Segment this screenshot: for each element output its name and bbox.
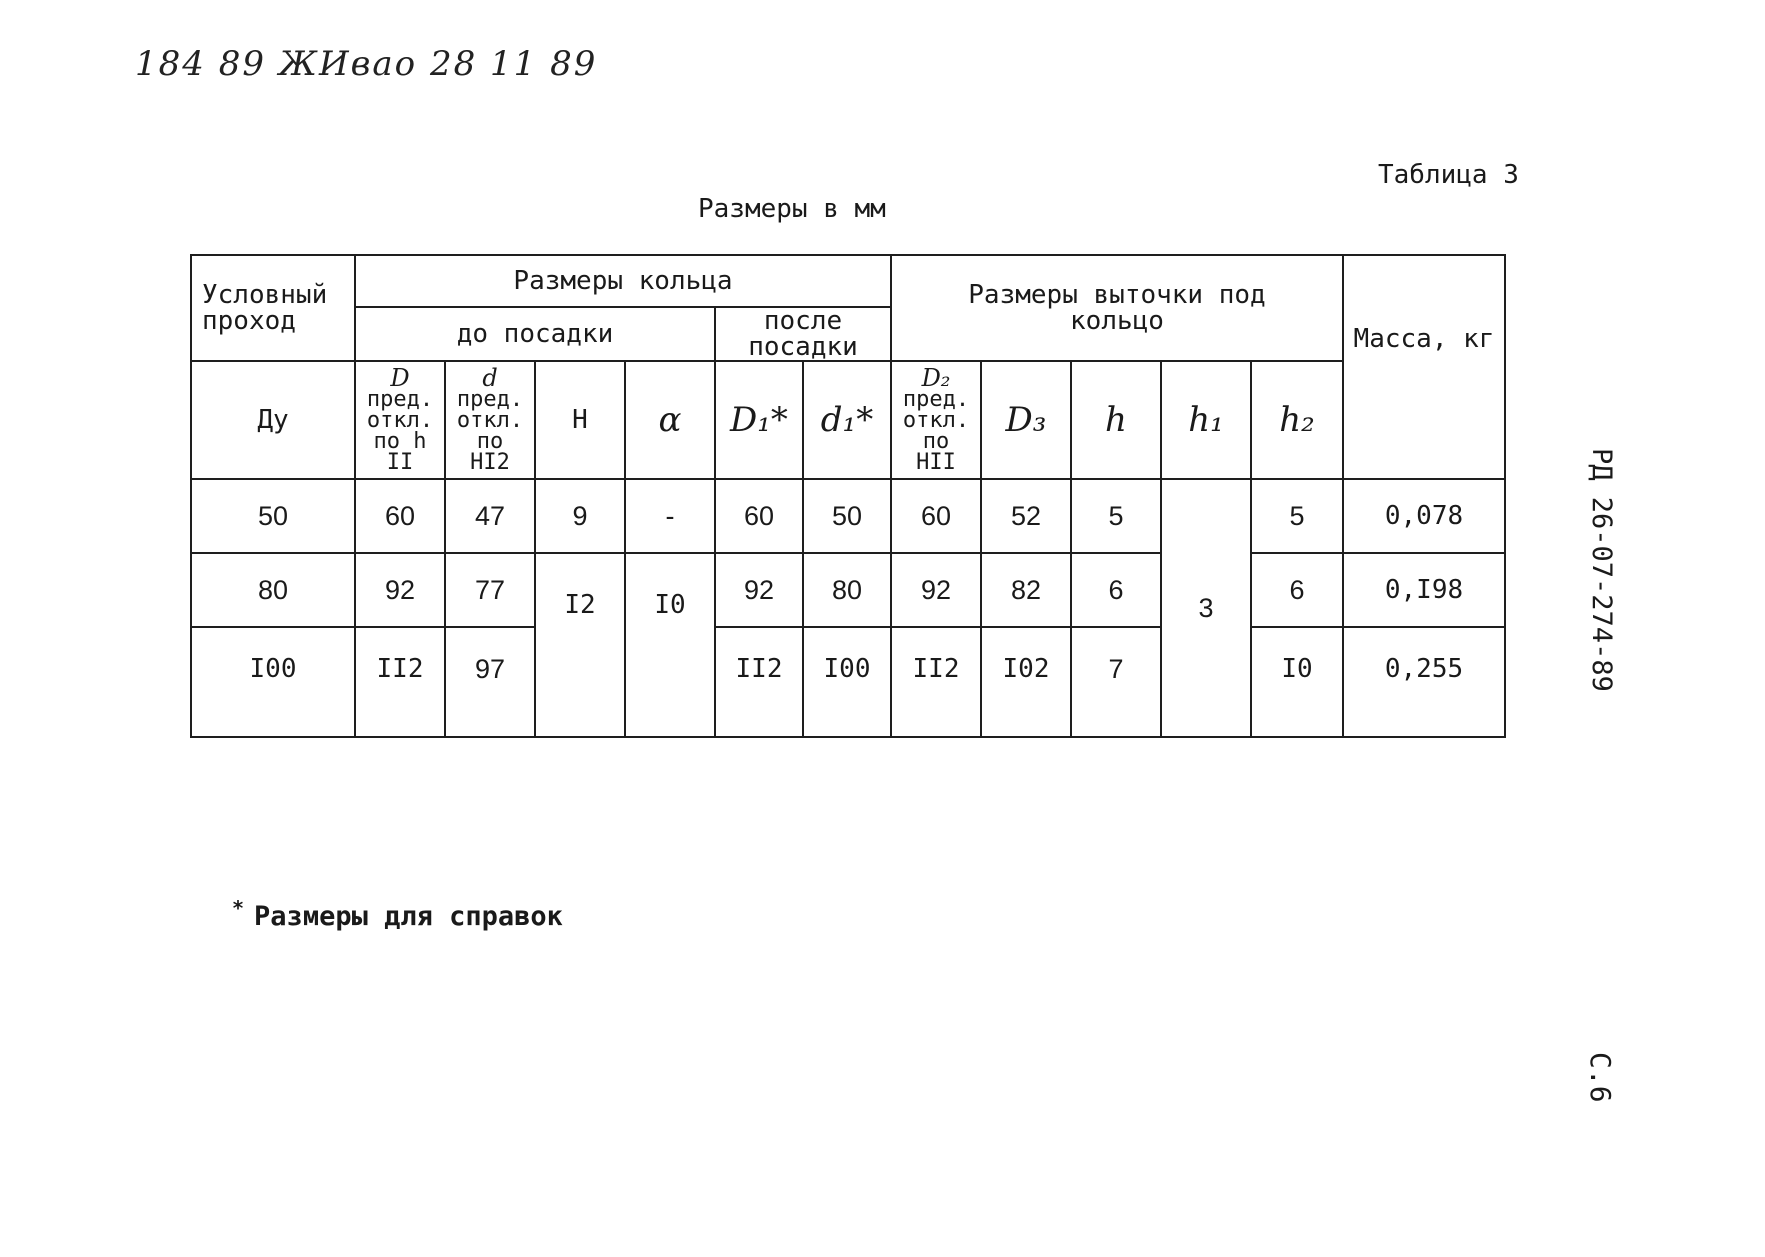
cell-h: 5 xyxy=(1071,479,1161,553)
cell-D2: II2 xyxy=(891,627,981,737)
header-nominal-bore: Условный проход xyxy=(191,255,355,361)
header-groove-size: Размеры выточки под кольцо xyxy=(891,255,1343,361)
cell-mass: 0,I98 xyxy=(1343,553,1505,627)
subheader-D2: D₂ пред. откл. по HII xyxy=(891,361,981,479)
cell-D3: 82 xyxy=(981,553,1071,627)
footnote-asterisk: * xyxy=(232,896,245,920)
document-code: РД 26-07-274-89 xyxy=(1586,448,1617,692)
table-number: Таблица 3 xyxy=(1378,160,1519,190)
cell-H: 9 xyxy=(535,479,625,553)
cell-D1: 60 xyxy=(715,479,803,553)
cell-d: 47 xyxy=(445,479,535,553)
cell-alpha: - xyxy=(625,479,715,553)
cell-h: 6 xyxy=(1071,553,1161,627)
subheader-D: D пред. откл. по h II xyxy=(355,361,445,479)
cell-D2: 60 xyxy=(891,479,981,553)
cell-du: 50 xyxy=(191,479,355,553)
cell-H: I2 xyxy=(535,553,625,737)
cell-h: 7 xyxy=(1071,627,1161,737)
subheader-H: H xyxy=(535,361,625,479)
cell-d1: I00 xyxy=(803,627,891,737)
handwritten-annotation: 184 89 ЖИвао 28 11 89 xyxy=(135,44,598,84)
subheader-D3: D₃ xyxy=(981,361,1071,479)
cell-mass: 0,255 xyxy=(1343,627,1505,737)
subheader-D1: D₁* xyxy=(715,361,803,479)
cell-D3: 52 xyxy=(981,479,1071,553)
cell-d1: 50 xyxy=(803,479,891,553)
header-before-fit: до посадки xyxy=(355,307,715,361)
cell-d: 97 xyxy=(445,627,535,737)
page-number: С.6 xyxy=(1584,1052,1617,1103)
cell-D2: 92 xyxy=(891,553,981,627)
cell-d: 77 xyxy=(445,553,535,627)
cell-alpha: I0 xyxy=(625,553,715,737)
cell-h2: I0 xyxy=(1251,627,1343,737)
footnote xyxy=(232,896,563,932)
table-row xyxy=(191,627,1505,737)
cell-mass: 0,078 xyxy=(1343,479,1505,553)
table-row xyxy=(191,479,1505,553)
cell-D: 92 xyxy=(355,553,445,627)
cell-D: II2 xyxy=(355,627,445,737)
cell-D1: 92 xyxy=(715,553,803,627)
cell-D: 60 xyxy=(355,479,445,553)
cell-h1: 3 xyxy=(1161,479,1251,737)
subheader-d1: d₁* xyxy=(803,361,891,479)
footnote-text: Размеры для справок xyxy=(254,901,563,932)
cell-d1: 80 xyxy=(803,553,891,627)
units-caption: Размеры в мм xyxy=(698,194,886,224)
subheader-h: h xyxy=(1071,361,1161,479)
cell-D3: I02 xyxy=(981,627,1071,737)
dimensions-table xyxy=(190,254,1506,738)
cell-h2: 6 xyxy=(1251,553,1343,627)
header-ring-size: Размеры кольца xyxy=(355,255,891,307)
subheader-h1: h₁ xyxy=(1161,361,1251,479)
subheader-d: d пред. откл. по HI2 xyxy=(445,361,535,479)
header-after-fit: после посадки xyxy=(715,307,891,361)
cell-h2: 5 xyxy=(1251,479,1343,553)
subheader-h2: h₂ xyxy=(1251,361,1343,479)
cell-du: 80 xyxy=(191,553,355,627)
header-mass: Масса, кг xyxy=(1343,255,1505,479)
cell-D1: II2 xyxy=(715,627,803,737)
table-row xyxy=(191,553,1505,627)
subheader-alpha: α xyxy=(625,361,715,479)
cell-du: I00 xyxy=(191,627,355,737)
subheader-du: Ду xyxy=(191,361,355,479)
